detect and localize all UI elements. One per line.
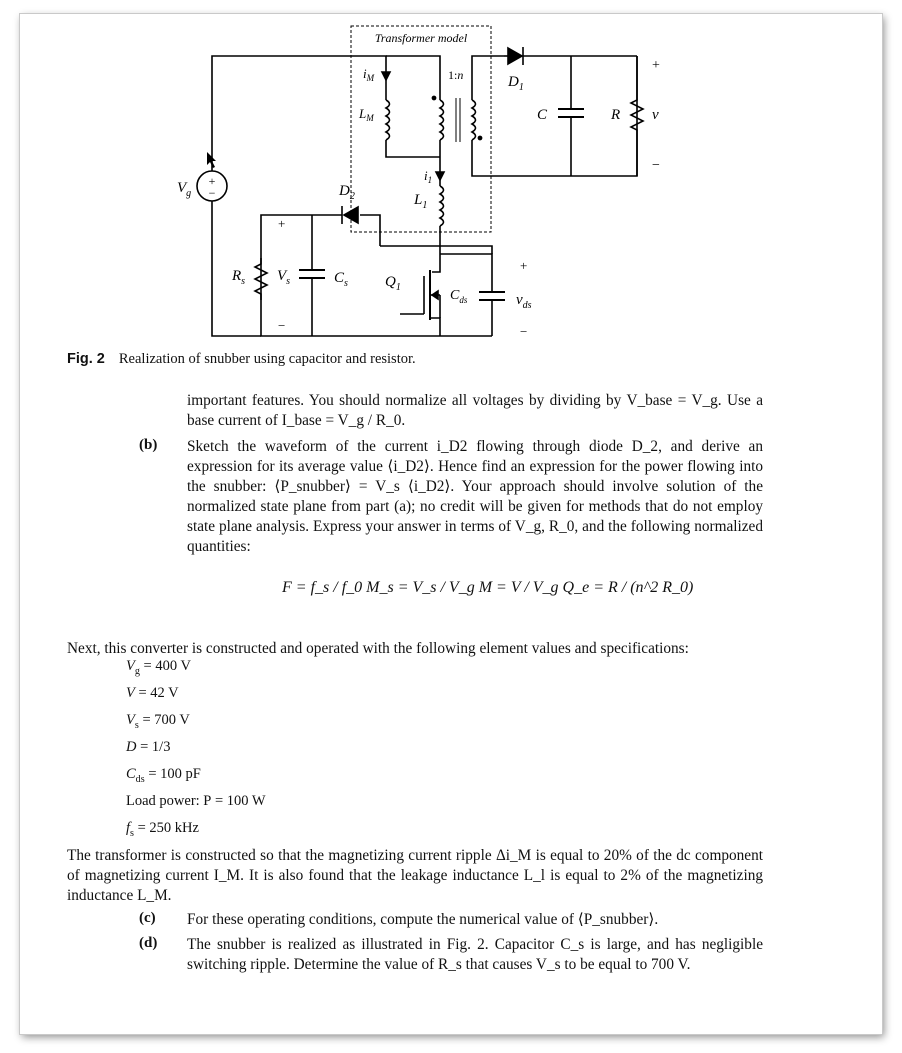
svg-text:−: − bbox=[278, 318, 286, 333]
svg-text:−: − bbox=[652, 158, 660, 173]
svg-text:Vs: $V_s$ bbox=[277, 268, 291, 287]
spec-item: $C_{ds} = 100$ pF bbox=[126, 766, 201, 785]
caption-text: Realization of snubber using capacitor and resistor. bbox=[118, 351, 416, 367]
svg-text:−: − bbox=[520, 324, 528, 339]
part-b-text: Sketch the waveform of the current i_D2 flowing through diode D_2, and derive an expression for its average value ⟨i_D2⟩. Hence find an expression for the power flowing into the snubber: ⟨P_snubber⟩ = V_s ⟨i_D2⟩. Your approach should involve solution of the normalized state plane from part (a); no credit will be given for methods that do not employ state plane analysis. Express your answer in terms of V_g, R_0, and the following normalized quantities: bbox=[187, 438, 763, 555]
svg-text:L1: $L_1$ bbox=[414, 192, 428, 211]
next-paragraph: Next, this converter is constructed and operated with the following element values and specifications: bbox=[67, 640, 689, 657]
part-d-label: (d) bbox=[139, 935, 158, 951]
svg-text:Cds: $C_{ds}$ bbox=[450, 288, 468, 305]
leakage-inductance bbox=[440, 186, 444, 226]
svg-text:Cs: $C_s$ bbox=[334, 270, 348, 289]
svg-text:R: R bbox=[611, 107, 621, 123]
svg-text:iM: $i_M$ bbox=[363, 66, 375, 83]
svg-text:+: + bbox=[208, 174, 216, 188]
svg-text:−: − bbox=[208, 186, 216, 200]
spec-item: D = 1/3 bbox=[126, 739, 171, 755]
svg-text:D1: $D_1$ bbox=[508, 74, 524, 93]
svg-text:+: + bbox=[652, 58, 660, 73]
document-page bbox=[20, 14, 882, 1034]
normalized-quantities-formula: F = f_s / f_0 M_s = V_s / V_g M = V / V_g Q_e = R / (n^2 R_0) bbox=[282, 579, 694, 596]
svg-text:Q1: $Q_1$ bbox=[385, 274, 401, 293]
svg-text:LM: $L_M$ bbox=[359, 106, 374, 123]
spec-item: $f_s = 250$ kHz bbox=[126, 820, 199, 839]
spec-item: $V_g = 400$ V bbox=[126, 658, 191, 677]
spec-item: V = 42 V bbox=[126, 685, 179, 701]
part-b-label: (b) bbox=[139, 437, 158, 453]
vg-label: $V_g$ bbox=[177, 180, 192, 199]
circuit-figure bbox=[20, 14, 882, 354]
primary-winding bbox=[440, 100, 444, 140]
part-d-text: The snubber is realized as illustrated in Fig. 2. Capacitor C_s is large, and has negligible switching ripple. Determine the value of R_s that causes V_s to be equal to 700 V. bbox=[187, 936, 763, 973]
magnetizing-inductance bbox=[386, 100, 390, 140]
figure-caption bbox=[67, 351, 416, 368]
turns-ratio: 1:n bbox=[448, 68, 464, 82]
part-c-label: (c) bbox=[139, 910, 156, 926]
spec-item: Load power: P = 100 W bbox=[126, 793, 266, 809]
diode-d1 bbox=[508, 48, 522, 64]
transformer-model-label: Transformer model bbox=[374, 31, 468, 45]
part-c-text: For these operating conditions, compute the numerical value of ⟨P_snubber⟩. bbox=[187, 911, 659, 928]
svg-text:D2: $D_2$ bbox=[339, 183, 355, 202]
svg-text:+: + bbox=[520, 258, 528, 273]
svg-text:C: C bbox=[537, 107, 548, 123]
caption-label: Fig. 2 bbox=[67, 351, 105, 367]
svg-text:vds: $v_{ds}$ bbox=[516, 292, 532, 311]
intro-paragraph: important features. You should normalize all voltages by dividing by V_base = V_g. Use a base current of I_base = V_g / R_0. bbox=[187, 392, 763, 429]
svg-text:Rs: $R_s$ bbox=[232, 268, 246, 287]
secondary-winding bbox=[472, 100, 476, 140]
spec-item: $V_s = 700$ V bbox=[126, 712, 190, 731]
svg-text:+: + bbox=[278, 216, 286, 231]
svg-text:i1: $i_1$ bbox=[424, 168, 433, 185]
transformer-paragraph: The transformer is constructed so that the magnetizing current ripple Δi_M is equal to 20% of the dc component of magnetizing current I_M. It is also found that the leakage inductance L_l is equal to 2% of the magnetizing inductance L_M. bbox=[67, 847, 763, 904]
svg-text:v: v bbox=[652, 107, 659, 123]
